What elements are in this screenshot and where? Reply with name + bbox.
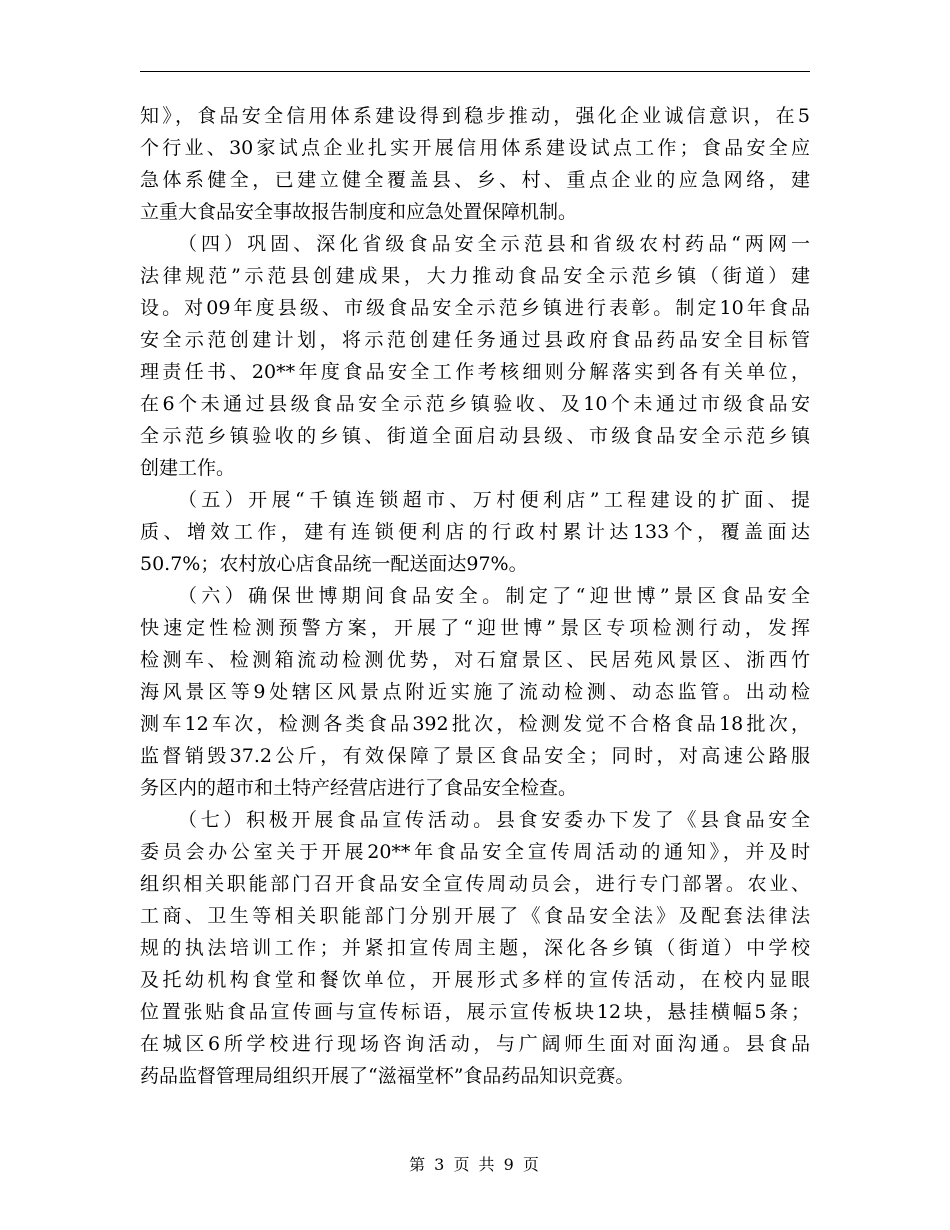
text-line: 规的执法培训工作；并紧扣宣传周主题，深化各乡镇（街道）中学校: [140, 937, 810, 959]
paragraph: [140, 100, 810, 228]
text-line: （七）积极开展食品宣传活动。县食安委办下发了《县食品安全: [178, 809, 810, 831]
text-line: （六）确保世博期间食品安全。制定了“迎世博”景区食品安全: [178, 585, 810, 607]
text-line: 全示范乡镇验收的乡镇、街道全面启动县级、市级食品安全示范乡镇: [140, 425, 810, 447]
text-line: 测车12车次，检测各类食品392批次，检测发觉不合格食品18批次，: [140, 713, 810, 735]
text-line: 及托幼机构食堂和餐饮单位，开展形式多样的宣传活动，在校内显眼: [140, 969, 810, 991]
text-line: 海风景区等9处辖区风景点附近实施了流动检测、动态监管。出动检: [140, 681, 810, 703]
text-line: 50.7%；农村放心店食品统一配送面达97%。: [140, 553, 528, 575]
text-line: 在6个未通过县级食品安全示范乡镇验收、及10个未通过市级食品安: [140, 393, 810, 415]
text-line: 在城区6所学校进行现场咨询活动，与广阔师生面对面沟通。县食品: [140, 1033, 810, 1055]
text-line: 位置张贴食品宣传画与宣传标语，展示宣传板块12块，悬挂横幅5条；: [140, 1001, 810, 1023]
text-line: 监督销毁37.2公斤，有效保障了景区食品安全；同时，对高速公路服: [140, 745, 810, 767]
paragraph: [140, 484, 810, 580]
text-line: 工商、卫生等相关职能部门分别开展了《食品安全法》及配套法律法: [140, 905, 810, 927]
text-line: 急体系健全，已建立健全覆盖县、乡、村、重点企业的应急网络，建: [140, 169, 810, 191]
text-line: （五）开展“千镇连锁超市、万村便利店”工程建设的扩面、提: [178, 489, 810, 511]
text-line: 组织相关职能部门召开食品安全宣传周动员会，进行专门部署。农业、: [140, 873, 810, 895]
text-line: 药品监督管理局组织开展了“滋福堂杯”食品药品知识竞赛。: [140, 1065, 635, 1087]
paragraph: [140, 804, 810, 1092]
text-line: 快速定性检测预警方案，开展了“迎世博”景区专项检测行动，发挥: [140, 617, 810, 639]
text-line: 务区内的超市和土特产经营店进行了食品安全检查。: [140, 777, 578, 799]
header-rule: [140, 71, 810, 72]
text-line: （四）巩固、深化省级食品安全示范县和省级农村药品“两网一: [178, 233, 810, 255]
text-line: 质、增效工作，建有连锁便利店的行政村累计达133个，覆盖面达: [140, 521, 810, 543]
document-body: [140, 100, 810, 1092]
text-line: 创建工作。: [140, 457, 236, 479]
text-line: 检测车、检测箱流动检测优势，对石窟景区、民居苑风景区、浙西竹: [140, 649, 810, 671]
text-line: 设。对09年度县级、市级食品安全示范乡镇进行表彰。制定10年食品: [140, 297, 810, 319]
paragraph: [140, 228, 810, 484]
paragraph: [140, 580, 810, 804]
text-line: 个行业、30家试点企业扎实开展信用体系建设试点工作；食品安全应: [140, 137, 810, 159]
text-line: 法律规范”示范县创建成果，大力推动食品安全示范乡镇（街道）建: [140, 265, 810, 287]
text-line: 理责任书、20**年度食品安全工作考核细则分解落实到各有关单位，: [140, 361, 810, 383]
text-line: 安全示范创建计划，将示范创建任务通过县政府食品药品安全目标管: [140, 329, 810, 351]
text-line: 委员会办公室关于开展20**年食品安全宣传周活动的通知》，并及时: [140, 841, 810, 863]
text-line: 立重大食品安全事故报告制度和应急处置保障机制。: [140, 201, 578, 223]
text-line: 知》，食品安全信用体系建设得到稳步推动，强化企业诚信意识，在5: [140, 105, 810, 127]
page-footer: 第 3 页 共 9 页: [409, 1155, 541, 1174]
